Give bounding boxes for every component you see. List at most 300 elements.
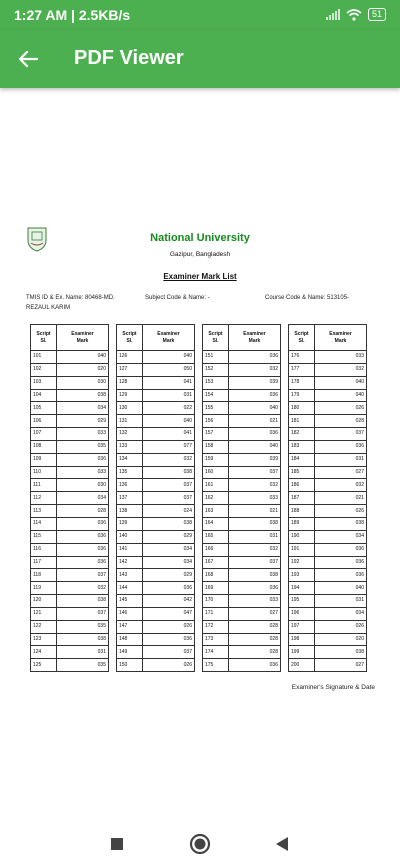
script-number-cell: 110 xyxy=(31,466,57,479)
table-row xyxy=(289,595,367,608)
status-bar xyxy=(0,0,400,30)
signal-icon xyxy=(326,9,340,20)
mark-cell: 037 xyxy=(57,569,109,582)
table-row xyxy=(31,517,109,530)
col-header-script: Script Sl. xyxy=(289,325,315,351)
script-number-cell: 149 xyxy=(117,646,143,659)
col-header-mark: Examiner Mark xyxy=(143,325,195,351)
table-row xyxy=(289,607,367,620)
table-row xyxy=(203,415,281,428)
mark-cell: 038 xyxy=(57,389,109,402)
script-number-cell: 166 xyxy=(203,543,229,556)
mark-cell: 040 xyxy=(229,402,281,415)
script-number-cell: 188 xyxy=(289,505,315,518)
table-row xyxy=(203,620,281,633)
table-row xyxy=(31,363,109,376)
mark-cell: 033 xyxy=(229,595,281,608)
script-number-cell: 103 xyxy=(31,376,57,389)
table-row xyxy=(289,376,367,389)
table-row xyxy=(31,582,109,595)
mark-cell: 033 xyxy=(229,492,281,505)
table-row xyxy=(31,376,109,389)
mark-cell: 029 xyxy=(143,569,195,582)
table-row xyxy=(117,479,195,492)
circle-icon xyxy=(189,833,211,855)
back-button[interactable] xyxy=(8,39,48,79)
table-row xyxy=(203,453,281,466)
table-row xyxy=(203,505,281,518)
mark-cell: 034 xyxy=(143,543,195,556)
mark-cell: 036 xyxy=(57,530,109,543)
mark-cell: 027 xyxy=(315,466,367,479)
script-number-cell: 173 xyxy=(203,633,229,646)
mark-cell: 032 xyxy=(229,479,281,492)
mark-cell: 038 xyxy=(143,466,195,479)
table-row xyxy=(289,389,367,402)
script-number-cell: 115 xyxy=(31,530,57,543)
mark-cell: 037 xyxy=(143,646,195,659)
marks-table xyxy=(288,324,367,672)
table-row xyxy=(289,453,367,466)
mark-cell: 032 xyxy=(143,453,195,466)
table-row xyxy=(203,492,281,505)
script-number-cell: 164 xyxy=(203,517,229,530)
script-number-cell: 113 xyxy=(31,505,57,518)
mark-cell: 036 xyxy=(315,569,367,582)
table-row xyxy=(289,556,367,569)
mark-cell: 040 xyxy=(57,351,109,364)
script-number-cell: 146 xyxy=(117,607,143,620)
table-row xyxy=(117,389,195,402)
col-header-script: Script Sl. xyxy=(31,325,57,351)
examiner-name: REZAUL KARIM xyxy=(26,305,71,311)
table-row xyxy=(117,376,195,389)
table-row xyxy=(203,646,281,659)
mark-cell: 035 xyxy=(57,620,109,633)
mark-cell: 030 xyxy=(57,376,109,389)
script-number-cell: 153 xyxy=(203,376,229,389)
mark-cell: 020 xyxy=(57,363,109,376)
script-number-cell: 101 xyxy=(31,351,57,364)
mark-cell: 036 xyxy=(229,428,281,441)
script-number-cell: 155 xyxy=(203,402,229,415)
mark-cell: 028 xyxy=(229,646,281,659)
script-number-cell: 102 xyxy=(31,363,57,376)
col-header-mark: Examiner Mark xyxy=(229,325,281,351)
script-number-cell: 121 xyxy=(31,607,57,620)
script-number-cell: 197 xyxy=(289,620,315,633)
triangle-left-icon xyxy=(275,836,289,852)
script-number-cell: 156 xyxy=(203,415,229,428)
wifi-icon xyxy=(346,9,362,21)
table-row xyxy=(289,492,367,505)
table-row xyxy=(203,389,281,402)
mark-cell: 036 xyxy=(143,633,195,646)
table-row xyxy=(203,607,281,620)
script-number-cell: 150 xyxy=(117,659,143,672)
mark-cell: 035 xyxy=(57,659,109,672)
mark-cell: 036 xyxy=(229,582,281,595)
mark-cell: 033 xyxy=(315,351,367,364)
table-row xyxy=(203,440,281,453)
table-row xyxy=(117,659,195,672)
script-number-cell: 172 xyxy=(203,620,229,633)
table-row xyxy=(289,363,367,376)
table-row xyxy=(203,351,281,364)
mark-cell: 028 xyxy=(229,633,281,646)
recents-button[interactable] xyxy=(105,832,129,856)
script-number-cell: 152 xyxy=(203,363,229,376)
mark-cell: 036 xyxy=(57,556,109,569)
table-row xyxy=(31,389,109,402)
table-row xyxy=(289,659,367,672)
script-number-cell: 177 xyxy=(289,363,315,376)
script-number-cell: 187 xyxy=(289,492,315,505)
script-number-cell: 174 xyxy=(203,646,229,659)
mark-cell: 028 xyxy=(315,415,367,428)
university-name: National University xyxy=(150,232,250,244)
mark-cell: 047 xyxy=(143,607,195,620)
script-number-cell: 132 xyxy=(117,428,143,441)
table-row xyxy=(31,633,109,646)
table-row xyxy=(289,633,367,646)
mark-cell: 034 xyxy=(57,402,109,415)
mark-cell: 040 xyxy=(315,582,367,595)
table-row xyxy=(203,363,281,376)
mark-cell: 027 xyxy=(229,607,281,620)
mark-cell: 036 xyxy=(57,517,109,530)
table-row xyxy=(117,466,195,479)
script-number-cell: 131 xyxy=(117,415,143,428)
status-time: 1:27 AM | 2.5KB/s xyxy=(14,7,131,23)
script-number-cell: 158 xyxy=(203,440,229,453)
mark-cell: 026 xyxy=(315,620,367,633)
mark-cell: 031 xyxy=(143,389,195,402)
mark-cell: 035 xyxy=(57,440,109,453)
table-row xyxy=(117,505,195,518)
script-number-cell: 127 xyxy=(117,363,143,376)
script-number-cell: 139 xyxy=(117,517,143,530)
table-row xyxy=(289,543,367,556)
mark-cell: 034 xyxy=(315,607,367,620)
table-row xyxy=(117,363,195,376)
table-row xyxy=(289,440,367,453)
mark-cell: 037 xyxy=(315,428,367,441)
script-number-cell: 116 xyxy=(31,543,57,556)
script-number-cell: 182 xyxy=(289,428,315,441)
mark-cell: 036 xyxy=(315,556,367,569)
script-number-cell: 170 xyxy=(203,595,229,608)
mark-cell: 036 xyxy=(315,440,367,453)
mark-cell: 040 xyxy=(315,376,367,389)
script-number-cell: 118 xyxy=(31,569,57,582)
table-row xyxy=(289,479,367,492)
mark-cell: 029 xyxy=(57,415,109,428)
script-number-cell: 176 xyxy=(289,351,315,364)
script-number-cell: 199 xyxy=(289,646,315,659)
mark-cell: 038 xyxy=(57,633,109,646)
table-row xyxy=(31,466,109,479)
mark-cell: 036 xyxy=(57,543,109,556)
script-number-cell: 180 xyxy=(289,402,315,415)
mark-cell: 031 xyxy=(315,453,367,466)
script-number-cell: 185 xyxy=(289,466,315,479)
table-row xyxy=(31,440,109,453)
script-number-cell: 179 xyxy=(289,389,315,402)
mark-cell: 038 xyxy=(57,595,109,608)
table-row xyxy=(289,505,367,518)
script-number-cell: 120 xyxy=(31,595,57,608)
mark-cell: 038 xyxy=(229,517,281,530)
marks-table xyxy=(202,324,281,672)
app-bar xyxy=(0,30,400,88)
arrow-left-icon xyxy=(18,50,38,68)
table-row xyxy=(203,530,281,543)
marks-table xyxy=(30,324,109,672)
script-number-cell: 141 xyxy=(117,543,143,556)
mark-cell: 036 xyxy=(315,543,367,556)
table-row xyxy=(117,402,195,415)
mark-cell: 037 xyxy=(143,492,195,505)
script-number-cell: 144 xyxy=(117,582,143,595)
script-number-cell: 117 xyxy=(31,556,57,569)
table-row xyxy=(117,569,195,582)
mark-cell: 040 xyxy=(143,351,195,364)
table-row xyxy=(289,402,367,415)
table-row xyxy=(289,466,367,479)
university-location: Gazipur, Bangladesh xyxy=(169,251,231,258)
table-row xyxy=(117,620,195,633)
script-number-cell: 181 xyxy=(289,415,315,428)
table-row xyxy=(117,453,195,466)
script-number-cell: 195 xyxy=(289,595,315,608)
script-number-cell: 161 xyxy=(203,479,229,492)
table-row xyxy=(31,556,109,569)
mark-cell: 036 xyxy=(229,351,281,364)
mark-cell: 037 xyxy=(143,479,195,492)
script-number-cell: 126 xyxy=(117,351,143,364)
mark-cell: 021 xyxy=(229,415,281,428)
mark-cell: 040 xyxy=(229,440,281,453)
table-row xyxy=(289,415,367,428)
table-row xyxy=(289,569,367,582)
script-number-cell: 193 xyxy=(289,569,315,582)
script-number-cell: 157 xyxy=(203,428,229,441)
mark-cell: 077 xyxy=(143,440,195,453)
script-number-cell: 123 xyxy=(31,633,57,646)
mark-cell: 026 xyxy=(143,659,195,672)
script-number-cell: 140 xyxy=(117,530,143,543)
back-nav-button[interactable] xyxy=(270,832,294,856)
col-header-mark: Examiner Mark xyxy=(315,325,367,351)
script-number-cell: 109 xyxy=(31,453,57,466)
script-number-cell: 190 xyxy=(289,530,315,543)
table-row xyxy=(31,492,109,505)
table-row xyxy=(289,530,367,543)
mark-cell: 040 xyxy=(315,389,367,402)
mark-cell: 031 xyxy=(229,530,281,543)
script-number-cell: 138 xyxy=(117,505,143,518)
script-number-cell: 143 xyxy=(117,569,143,582)
mark-cell: 032 xyxy=(229,363,281,376)
mark-cell: 021 xyxy=(229,505,281,518)
table-row xyxy=(203,402,281,415)
script-number-cell: 184 xyxy=(289,453,315,466)
script-number-cell: 130 xyxy=(117,402,143,415)
mark-cell: 032 xyxy=(57,582,109,595)
table-row xyxy=(117,440,195,453)
table-row xyxy=(31,453,109,466)
script-number-cell: 128 xyxy=(117,376,143,389)
table-row xyxy=(31,428,109,441)
script-number-cell: 148 xyxy=(117,633,143,646)
table-row xyxy=(31,543,109,556)
course-label: Course Code & Name: 513105- xyxy=(265,295,350,301)
table-row xyxy=(31,530,109,543)
script-number-cell: 200 xyxy=(289,659,315,672)
script-number-cell: 163 xyxy=(203,505,229,518)
mark-cell: 030 xyxy=(57,479,109,492)
mark-cell: 041 xyxy=(143,376,195,389)
script-number-cell: 105 xyxy=(31,402,57,415)
script-number-cell: 135 xyxy=(117,466,143,479)
script-number-cell: 159 xyxy=(203,453,229,466)
script-number-cell: 160 xyxy=(203,466,229,479)
script-number-cell: 186 xyxy=(289,479,315,492)
mark-cell: 032 xyxy=(315,479,367,492)
mark-cell: 029 xyxy=(143,530,195,543)
mark-cell: 024 xyxy=(143,505,195,518)
script-number-cell: 125 xyxy=(31,659,57,672)
list-title: Examiner Mark List xyxy=(163,272,237,281)
mark-cell: 038 xyxy=(229,569,281,582)
script-number-cell: 129 xyxy=(117,389,143,402)
table-row xyxy=(31,607,109,620)
script-number-cell: 175 xyxy=(203,659,229,672)
mark-cell: 036 xyxy=(229,389,281,402)
script-number-cell: 108 xyxy=(31,440,57,453)
table-row xyxy=(203,582,281,595)
script-number-cell: 107 xyxy=(31,428,57,441)
mark-cell: 036 xyxy=(57,453,109,466)
script-number-cell: 112 xyxy=(31,492,57,505)
table-row xyxy=(289,351,367,364)
mark-cell: 038 xyxy=(315,646,367,659)
mark-cell: 042 xyxy=(143,595,195,608)
script-number-cell: 147 xyxy=(117,620,143,633)
script-number-cell: 196 xyxy=(289,607,315,620)
col-header-mark: Examiner Mark xyxy=(57,325,109,351)
script-number-cell: 124 xyxy=(31,646,57,659)
table-row xyxy=(203,569,281,582)
battery-icon: 51 xyxy=(368,8,386,21)
mark-cell: 038 xyxy=(143,517,195,530)
mark-cell: 038 xyxy=(315,517,367,530)
mark-cell: 037 xyxy=(229,556,281,569)
pdf-page xyxy=(22,222,378,668)
script-number-cell: 189 xyxy=(289,517,315,530)
table-row xyxy=(203,466,281,479)
script-number-cell: 167 xyxy=(203,556,229,569)
script-number-cell: 198 xyxy=(289,633,315,646)
table-row xyxy=(31,659,109,672)
mark-cell: 022 xyxy=(143,402,195,415)
script-number-cell: 171 xyxy=(203,607,229,620)
col-header-script: Script Sl. xyxy=(203,325,229,351)
mark-cell: 028 xyxy=(229,620,281,633)
script-number-cell: 137 xyxy=(117,492,143,505)
mark-cell: 041 xyxy=(143,428,195,441)
script-number-cell: 191 xyxy=(289,543,315,556)
mark-cell: 031 xyxy=(57,646,109,659)
script-number-cell: 178 xyxy=(289,376,315,389)
script-number-cell: 162 xyxy=(203,492,229,505)
table-row xyxy=(289,646,367,659)
table-row xyxy=(31,415,109,428)
script-number-cell: 142 xyxy=(117,556,143,569)
table-row xyxy=(31,569,109,582)
script-number-cell: 151 xyxy=(203,351,229,364)
script-number-cell: 165 xyxy=(203,530,229,543)
script-number-cell: 106 xyxy=(31,415,57,428)
table-row xyxy=(203,543,281,556)
mark-cell: 033 xyxy=(57,466,109,479)
table-row xyxy=(203,556,281,569)
table-row xyxy=(289,428,367,441)
table-row xyxy=(31,646,109,659)
table-row xyxy=(117,351,195,364)
script-number-cell: 192 xyxy=(289,556,315,569)
mark-cell: 034 xyxy=(143,556,195,569)
script-number-cell: 145 xyxy=(117,595,143,608)
mark-cell: 034 xyxy=(57,492,109,505)
subject-label: Subject Code & Name: - xyxy=(145,295,210,301)
tmis-label: TMIS ID & Ex. Name: 80468-MD. xyxy=(26,295,115,301)
script-number-cell: 122 xyxy=(31,620,57,633)
table-row xyxy=(31,505,109,518)
table-row xyxy=(289,517,367,530)
mark-cell: 026 xyxy=(315,402,367,415)
table-row xyxy=(31,402,109,415)
app-title: PDF Viewer xyxy=(74,47,184,69)
mark-cell: 026 xyxy=(315,505,367,518)
script-number-cell: 183 xyxy=(289,440,315,453)
square-icon xyxy=(110,837,124,851)
script-number-cell: 104 xyxy=(31,389,57,402)
table-row xyxy=(31,479,109,492)
status-icons xyxy=(326,8,386,21)
table-row xyxy=(117,607,195,620)
mark-cell: 033 xyxy=(57,428,109,441)
script-number-cell: 136 xyxy=(117,479,143,492)
script-number-cell: 133 xyxy=(117,440,143,453)
mark-cell: 037 xyxy=(229,466,281,479)
table-row xyxy=(117,633,195,646)
table-row xyxy=(117,582,195,595)
navigation-bar xyxy=(0,822,400,867)
mark-cell: 032 xyxy=(315,363,367,376)
script-number-cell: 119 xyxy=(31,582,57,595)
mark-cell: 039 xyxy=(229,453,281,466)
script-number-cell: 168 xyxy=(203,569,229,582)
table-row xyxy=(203,595,281,608)
table-row xyxy=(289,620,367,633)
table-row xyxy=(117,492,195,505)
home-button[interactable] xyxy=(188,832,212,856)
mark-cell: 039 xyxy=(229,376,281,389)
mark-cell: 026 xyxy=(143,620,195,633)
table-row xyxy=(117,595,195,608)
